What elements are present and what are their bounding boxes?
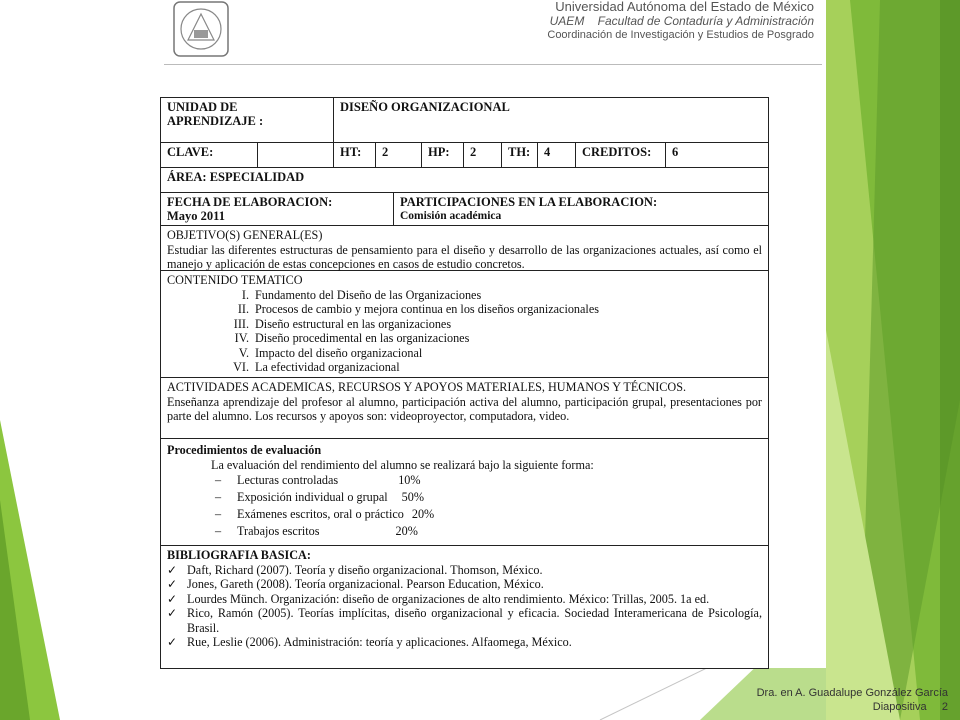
item-text: Exámenes escritos, oral o práctico [237, 507, 404, 521]
faculty-short: UAEM [549, 14, 585, 28]
th-value: 4 [537, 143, 575, 167]
item-number: I. [241, 287, 249, 302]
list-item [227, 317, 762, 332]
list-item [167, 635, 762, 650]
item-text: La efectividad organizacional [255, 360, 400, 374]
list-item [227, 331, 762, 346]
item-number: V. [238, 345, 249, 360]
item-text: Impacto del diseño organizacional [255, 345, 423, 360]
creditos-value: 6 [665, 143, 768, 167]
ht-value: 2 [375, 143, 421, 167]
item-percent: 10% [398, 473, 421, 487]
item-text: Daft, Richard (2007). Teoría y diseño organizacional. Thomson, México. [187, 562, 543, 577]
item-text: Fundamento del Diseño de las Organizaciones [255, 287, 482, 302]
list-item: – Lecturas controladas 10% [215, 473, 421, 487]
faculty-line [547, 14, 814, 28]
item-text: Rico, Ramón (2005). Teorías implícitas, diseño organizacional y eficacia. Sociedad Interamericana de Psicología, Brasil. [187, 606, 762, 635]
bibliography-list [167, 563, 762, 650]
item-text: Lecturas controladas [237, 473, 339, 487]
date-label: FECHA DE ELABORACION: [167, 195, 333, 209]
list-item [227, 360, 762, 375]
list-item [167, 563, 762, 578]
faculty-name: Facultad de Contaduría y Administración [597, 14, 814, 28]
bibliography-row [161, 545, 768, 668]
check-icon: ✓ [167, 606, 178, 620]
check-icon: ✓ [167, 591, 178, 606]
hp-value: 2 [463, 143, 501, 167]
list-item [167, 606, 762, 635]
university-name: Universidad Autónoma del Estado de México [555, 0, 814, 14]
elaboration-date [161, 193, 393, 225]
item-percent: 50% [401, 490, 424, 504]
bibliography-title: BIBLIOGRAFIA BASICA: [167, 548, 311, 562]
elaboration-row [161, 192, 768, 225]
document-page [158, 0, 826, 668]
content-row [161, 270, 768, 377]
item-text: Lourdes Münch. Organización: diseño de organizaciones de alto rendimiento. México: Trillas, 2005. 1a ed. [187, 591, 710, 606]
item-text: Diseño procedimental en las organizaciones [255, 331, 470, 345]
item-text: Diseño estructural en las organizaciones [255, 316, 452, 331]
item-number: IV. [234, 331, 249, 345]
area-row [161, 167, 768, 192]
th-label: TH: [501, 143, 537, 167]
check-icon: ✓ [167, 635, 178, 649]
list-item: – Exámenes escritos, oral o práctico 20% [215, 507, 435, 521]
creditos-label: CREDITOS: [575, 143, 665, 167]
item-number: II. [237, 302, 249, 316]
evaluation-row [161, 438, 768, 545]
content-title: CONTENIDO TEMATICO [167, 273, 303, 287]
bibliography-section [161, 546, 768, 668]
codes-row [161, 142, 768, 167]
unit-value: DISEÑO ORGANIZACIONAL [333, 98, 768, 142]
clave-value [257, 143, 333, 167]
ht-label: HT: [333, 143, 375, 167]
objective-row [161, 225, 768, 270]
slide-number-line [757, 700, 948, 714]
activities-row [161, 377, 768, 438]
item-text: Jones, Gareth (2008). Teoría organizacional. Pearson Education, México. [187, 577, 544, 591]
area-text: ÁREA: ESPECIALIDAD [167, 170, 305, 184]
slide-footer [757, 686, 948, 714]
university-seal-icon [170, 0, 232, 58]
item-text: Procesos de cambio y mejora continua en los diseños organizacionales [255, 302, 599, 316]
item-number: III. [233, 316, 249, 331]
evaluation-section [161, 439, 768, 545]
item-percent: 20% [395, 524, 418, 538]
list-item: – Trabajos escritos 20% [215, 524, 418, 538]
hp-label: HP: [421, 143, 463, 167]
clave-label: CLAVE: [167, 145, 214, 159]
activities-text: Enseñanza aprendizaje del profesor al alumno, participación activa del alumno, participación grupal, presentaciones por parte del alumno. Los recursos y apoyos son: videoproyector, computadora, video. [167, 394, 762, 423]
check-icon: ✓ [167, 577, 178, 591]
item-number: VI. [233, 360, 249, 374]
item-percent: 20% [411, 507, 435, 521]
list-item [167, 577, 762, 592]
list-item [227, 302, 762, 317]
evaluation-list [167, 472, 762, 540]
list-item [227, 346, 762, 361]
objective-title: OBJETIVO(S) GENERAL(ES) [167, 228, 323, 242]
participants-label: PARTICIPACIONES EN LA ELABORACION: [400, 195, 658, 209]
list-item [167, 592, 762, 607]
slide-label: Diapositiva [872, 701, 927, 713]
coordination-name: Coordinación de Investigación y Estudios de Posgrado [547, 29, 814, 41]
document-header [547, 0, 814, 42]
content-section [161, 271, 768, 377]
header-divider [164, 64, 822, 65]
activities-section [161, 378, 768, 438]
item-text: Rue, Leslie (2006). Administración: teoría y aplicaciones. Alfaomega, México. [187, 635, 572, 649]
evaluation-title: Procedimientos de evaluación [167, 443, 322, 457]
author-name: Dra. en A. Guadalupe González García [756, 687, 948, 699]
item-text: Exposición individual o grupal [237, 490, 388, 504]
unit-row [161, 98, 768, 142]
content-list [167, 288, 762, 375]
date-value: Mayo 2011 [167, 209, 225, 223]
objective-section [161, 226, 768, 270]
unit-label: UNIDAD DE APRENDIZAJE : [167, 100, 264, 128]
list-item: – Exposición individual o grupal 50% [215, 490, 424, 504]
syllabus-table [160, 97, 769, 669]
participants-value: Comisión académica [400, 210, 502, 222]
evaluation-intro: La evaluación del rendimiento del alumno se realizará bajo la siguiente forma: [211, 457, 594, 472]
activities-title: ACTIVIDADES ACADEMICAS, RECURSOS Y APOYOS MATERIALES, HUMANOS Y TÉCNICOS. [167, 380, 687, 394]
list-item [227, 288, 762, 303]
objective-text: Estudiar las diferentes estructuras de pensamiento para el diseño y desarrollo de las organizaciones actuales, así como el manejo y aplicación de estas concepciones en casos de estudio concretos. [167, 242, 762, 271]
item-text: Trabajos escritos [237, 524, 320, 538]
slide-number: 2 [941, 701, 948, 713]
check-icon: ✓ [167, 562, 178, 577]
elaboration-participants [393, 193, 768, 225]
